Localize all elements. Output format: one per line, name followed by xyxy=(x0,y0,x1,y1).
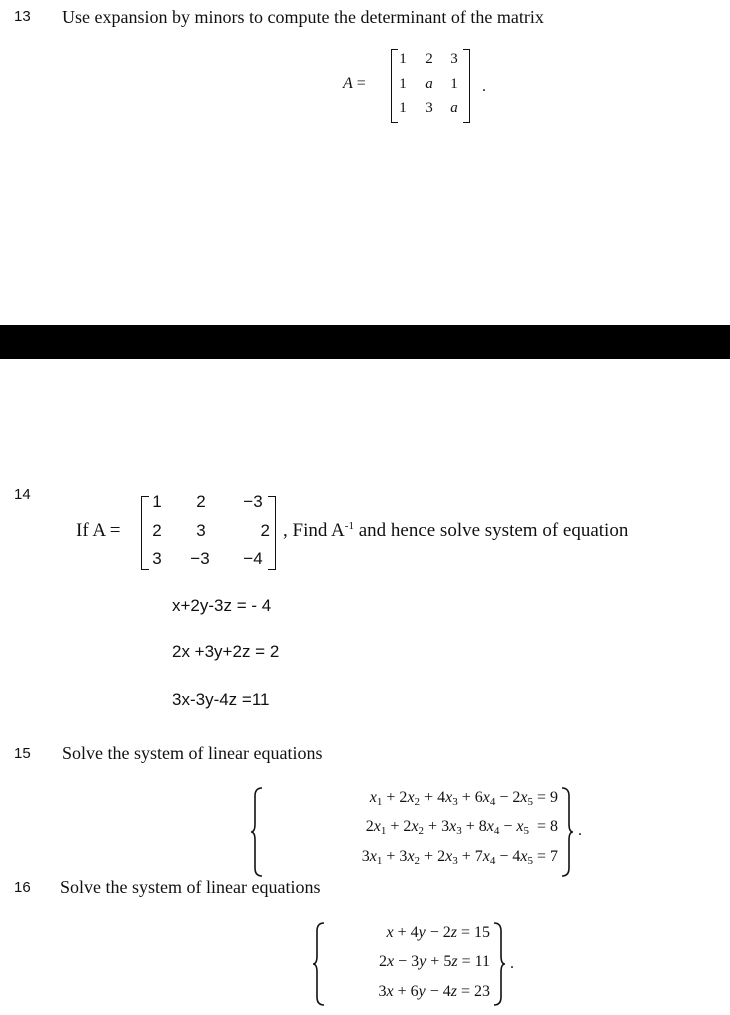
matrix-cell: 1 xyxy=(152,492,162,511)
question-15-number: 15 xyxy=(14,745,31,762)
inverse-superscript: -1 xyxy=(344,520,354,532)
system-row: x + 4y − 2z = 15 xyxy=(386,924,490,941)
matrix-cell: 1 xyxy=(399,76,407,92)
row-rhs: 23 xyxy=(474,983,490,1000)
question-16-number: 16 xyxy=(14,879,31,896)
matrix-cell: 1 xyxy=(399,100,407,116)
question-15-text: Solve the system of linear equations xyxy=(62,743,323,763)
matrix-cell: 3 xyxy=(450,51,458,67)
matrix-cell: −3 xyxy=(243,492,263,511)
matrix-label: A = xyxy=(343,75,366,92)
matrix-cell: 3 xyxy=(425,100,433,116)
question-14-text-after: and hence solve system of equation xyxy=(353,520,629,541)
matrix-cell: 2 xyxy=(152,521,162,540)
matrix-cell: a xyxy=(450,100,458,116)
row-rhs: 15 xyxy=(474,924,490,941)
system-row: 2x − 3y + 5z = 11 xyxy=(379,953,490,970)
matrix-cell: 3 xyxy=(152,549,162,568)
system-terminator: . xyxy=(578,822,582,839)
left-brace xyxy=(250,786,264,878)
equation-row: 3x-3y-4z =11 xyxy=(172,690,270,709)
matrix-cell: −4 xyxy=(243,549,263,568)
question-14-lead: If A = xyxy=(76,520,121,541)
matrix-cell: 2 xyxy=(260,521,270,540)
matrix-cell: −3 xyxy=(190,549,210,568)
question-13-text: Use expansion by minors to compute the determinant of the matrix xyxy=(62,7,544,27)
system-row: $2x_1 + 2x_2 + 3x_3 + 8x_4 - x_5 = 8$ xyxy=(365,818,558,837)
left-brace xyxy=(312,921,326,1007)
system-row: $x_1 + 2x_2 + 4x_3 + 6x_4 - 2x_5 = 9$ xyxy=(369,789,558,808)
question-14-text-before: , Find A xyxy=(283,520,345,541)
question-13-number: 13 xyxy=(14,8,31,25)
row-rhs: 8 xyxy=(550,818,558,835)
matrix-cell: 1 xyxy=(450,76,458,92)
matrix-cell: 2 xyxy=(196,492,206,511)
row-rhs: 11 xyxy=(474,953,490,970)
right-brace xyxy=(492,921,506,1007)
question-14-number: 14 xyxy=(14,486,31,503)
black-separator-bar xyxy=(0,325,730,359)
row-rhs: 9 xyxy=(550,789,558,806)
right-bracket xyxy=(463,49,470,123)
equation-row: x+2y-3z = - 4 xyxy=(172,596,272,615)
matrix-cell: a xyxy=(425,76,433,92)
matrix-cell: 2 xyxy=(425,51,433,67)
question-14-text xyxy=(283,520,628,542)
row-rhs: 7 xyxy=(550,848,558,865)
question-16-text: Solve the system of linear equations xyxy=(60,877,321,897)
matrix-cell: 1 xyxy=(399,51,407,67)
matrix-cell: 3 xyxy=(196,521,206,540)
system-terminator: . xyxy=(510,955,514,972)
system-row: $3x_1 + 3x_2 + 2x_3 + 7x_4 - 4x_5 = 7$ xyxy=(361,848,558,867)
system-row: 3x + 6y − 4z = 23 xyxy=(378,983,490,1000)
right-brace xyxy=(560,786,574,878)
equation-row: 2x +3y+2z = 2 xyxy=(172,642,280,661)
matrix-terminator: . xyxy=(482,78,486,95)
